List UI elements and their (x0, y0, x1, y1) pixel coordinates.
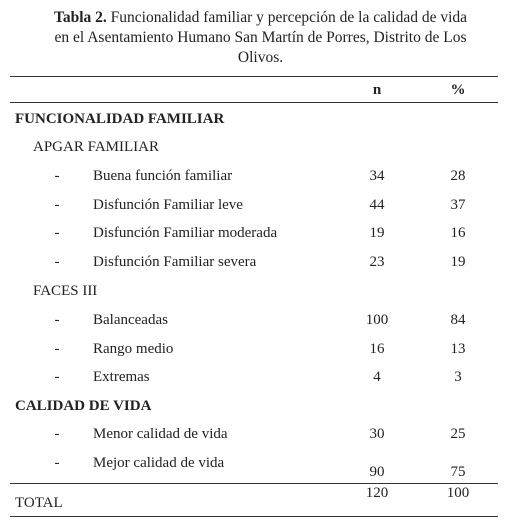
row-dash: - (54, 197, 60, 213)
row-dash: - (54, 312, 60, 328)
row-label: Disfunción Familiar leve (93, 197, 243, 213)
top-rule (10, 76, 498, 77)
row-n: 100 (365, 312, 389, 328)
row-label: Extremas (93, 369, 150, 385)
caption-text-1: Funcionalidad familiar y percepción de la calidad de vida (106, 9, 468, 26)
row-label: Balanceadas (93, 312, 168, 328)
caption-line-2: en el Asentamiento Humano San Martín de Porres, Distrito de Los (54, 29, 467, 46)
row-dash: - (54, 225, 60, 241)
row-label: Mejor calidad de vida (93, 455, 225, 471)
row-label: Disfunción Familiar moderada (93, 225, 278, 241)
header-rule (10, 102, 498, 103)
row-n: 90 (369, 464, 385, 480)
total-n: 120 (365, 485, 389, 501)
section-funcionalidad-familiar: FUNCIONALIDAD FAMILIAR (15, 111, 225, 127)
row-label: Rango medio (93, 341, 174, 357)
total-percent: 100 (446, 485, 470, 501)
row-n: 44 (369, 197, 385, 213)
row-percent: 3 (454, 369, 462, 385)
caption-line-3: Olivos. (237, 49, 284, 66)
header-n: n (372, 82, 382, 98)
row-n: 30 (369, 426, 385, 442)
group-faces-iii: FACES III (33, 283, 98, 299)
row-percent: 84 (450, 312, 466, 328)
total-rule (10, 483, 498, 484)
row-percent: 75 (450, 464, 466, 480)
row-dash: - (54, 341, 60, 357)
row-percent: 13 (450, 341, 466, 357)
row-n: 4 (373, 369, 381, 385)
row-dash: - (54, 455, 60, 471)
row-n: 34 (369, 168, 385, 184)
row-percent: 19 (450, 254, 466, 270)
header-percent: % (450, 82, 466, 98)
table-caption (0, 8, 521, 68)
row-label: Buena función familiar (93, 168, 233, 184)
bottom-rule (10, 516, 498, 517)
row-percent: 28 (450, 168, 466, 184)
caption-label: Tabla 2. (53, 9, 107, 26)
row-dash: - (54, 254, 60, 270)
row-n: 16 (369, 341, 385, 357)
row-label: Disfunción Familiar severa (93, 254, 257, 270)
row-dash: - (54, 369, 60, 385)
caption-line-1 (0, 8, 521, 28)
row-dash: - (54, 168, 60, 184)
row-n: 23 (369, 254, 385, 270)
row-percent: 37 (450, 197, 466, 213)
group-apgar-familiar: APGAR FAMILIAR (33, 139, 159, 155)
row-percent: 25 (450, 426, 466, 442)
row-n: 19 (369, 225, 385, 241)
section-calidad-de-vida: CALIDAD DE VIDA (15, 398, 152, 414)
total-label: TOTAL (15, 495, 63, 511)
row-percent: 16 (450, 225, 466, 241)
row-dash: - (54, 426, 60, 442)
row-label: Menor calidad de vida (93, 426, 228, 442)
